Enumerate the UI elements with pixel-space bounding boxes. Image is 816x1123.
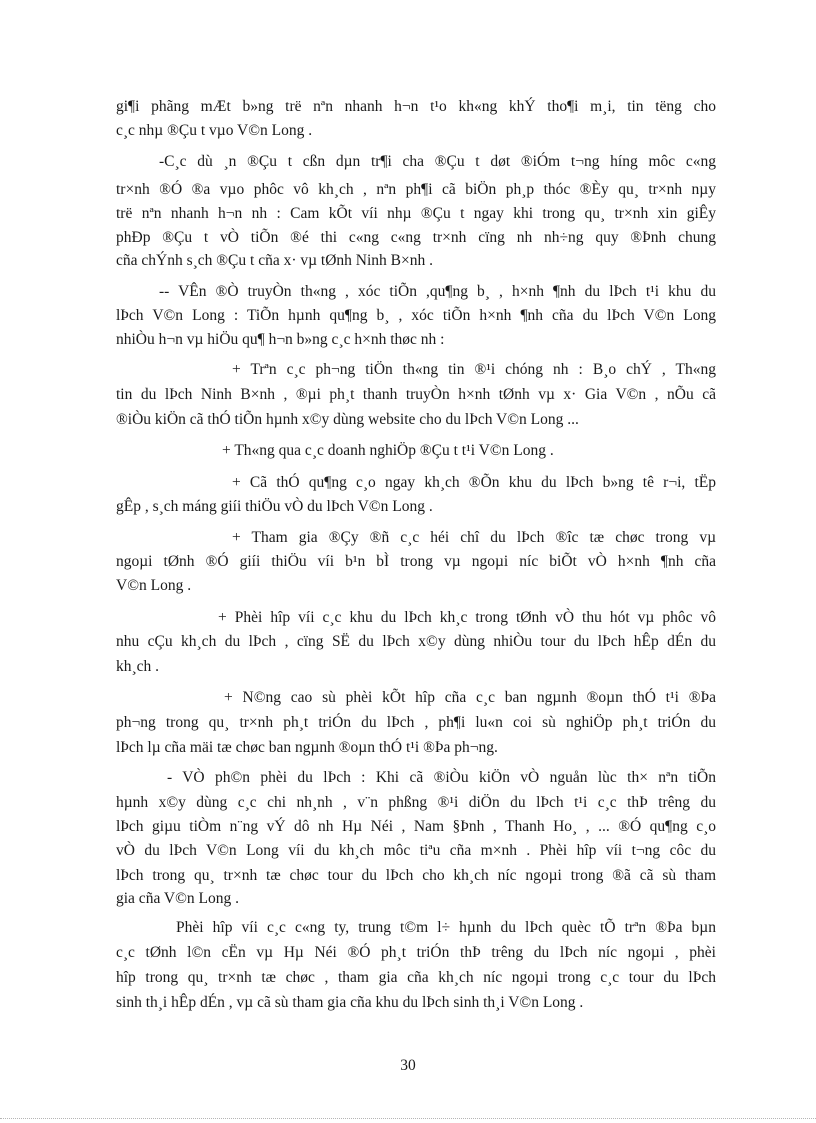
- text-line: ph¬ng trong qu¸ tr×nh ph¸t triÓn du lÞch , ph¶i lu«n coi sù nghiÖp ph¸t triÓn du: [116, 714, 716, 731]
- text-line: lÞch giµu tiÒm n¨ng vÝ dô nh Hµ Néi , Nam §Þnh , Thanh Ho¸ , ... ®Ó qu¶ng c¸o: [116, 818, 716, 835]
- text-line: gi¶i phãng mÆt b»ng trë nªn nhanh h¬n t¹o kh«ng khÝ tho¶i m¸i, tin tëng cho: [116, 98, 716, 115]
- text-line: lÞch lµ cña mäi tæ chøc ban ngµnh ®oµn thÓ t¹i ®Þa ph¬ng.: [116, 739, 498, 756]
- text-line: gia cña V©n Long .: [116, 890, 239, 907]
- text-line: ngoµi tØnh ®Ó giíi thiÖu víi b¹n bÌ trong vµ ngoµi níc biÕt vÒ h×nh ¶nh cña: [116, 553, 716, 570]
- text-line: + Tham gia ®Çy ®ñ c¸c héi chî du lÞch ®îc tæ chøc trong vµ: [232, 529, 716, 546]
- text-line: + N©ng cao sù phèi kÕt hîp cña c¸c ban ngµnh ®oµn thÓ t¹i ®Þa: [224, 689, 716, 706]
- text-line: vÒ du lÞch V©n Long víi du kh¸ch môc tiªu cña m×nh . Phèi hîp víi t¬ng côc du: [116, 842, 716, 859]
- text-line: nhu cÇu kh¸ch du lÞch , cïng SË du lÞch x©y dùng nhiÒu tour du lÞch hÊp dÉn du: [116, 633, 716, 650]
- text-line: + Th«ng qua c¸c doanh nghiÖp ®Çu t t¹i V©n Long .: [222, 442, 554, 459]
- text-line: tin du lÞch Ninh B×nh , ®µi ph¸t thanh truyÒn h×nh tØnh vµ x· Gia V©n , nÕu cã: [116, 386, 716, 403]
- text-line: lÞch V©n Long : TiÕn hµnh qu¶ng b¸ , xóc tiÕn h×nh ¶nh cña du lÞch V©n Long: [116, 307, 716, 324]
- text-line: c¸c tØnh l©n cËn vµ Hµ Néi ®Ó ph¸t triÓn thÞ trêng du lÞch níc ngoµi , phèi: [116, 944, 716, 961]
- text-line: - VÒ ph©n phèi du lÞch : Khi cã ®iÒu kiÖn vÒ nguån lùc th× nªn tiÕn: [167, 769, 716, 786]
- text-line: ®iÒu kiÖn cã thÓ tiÕn hµnh x©y dùng website cho du lÞch V©n Long ...: [116, 411, 579, 428]
- text-line: trë nªn nhanh h¬n nh : Cam kÕt víi nhµ ®Çu t ngay khi trong qu¸ tr×nh xin giÊy: [116, 205, 716, 222]
- text-line: lÞch trong qu¸ tr×nh tæ chøc tour du lÞch cho kh¸ch níc ngoµi trong ®ã cã sù tham: [116, 867, 716, 884]
- text-line: + Cã thÓ qu¶ng c¸o ngay kh¸ch ®Õn khu du lÞch b»ng tê r¬i, tËp: [232, 474, 716, 491]
- text-line: sinh th¸i hÊp dÉn , vµ cã sù tham gia cña khu du lÞch sinh th¸i V©n Long .: [116, 994, 584, 1011]
- page-boundary-divider: [0, 1118, 816, 1119]
- text-line: cña chÝnh s¸ch ®Çu t cña x· vµ tØnh Ninh B×nh .: [116, 252, 434, 269]
- text-line: + Trªn c¸c ph¬ng tiÖn th«ng tin ®¹i chóng nh : B¸o chÝ , Th«ng: [232, 361, 716, 378]
- text-line: hµnh x©y dùng c¸c chi nh¸nh , v¨n phßng ®¹i diÖn du lÞch t¹i c¸c thÞ trêng du: [116, 794, 716, 811]
- text-line: V©n Long .: [116, 577, 192, 594]
- text-line: phÐp ®Çu t vÒ tiÕn ®é thi c«ng c«ng tr×nh cïng nh nh÷ng quy ®Þnh chung: [116, 229, 716, 246]
- text-line: kh¸ch .: [116, 658, 160, 675]
- text-line: -- VÊn ®Ò truyÒn th«ng , xóc tiÕn ,qu¶ng b¸ , h×nh ¶nh du lÞch t¹i khu du: [159, 283, 716, 300]
- text-line: tr×nh ®Ó ®a vµo phôc vô kh¸ch , nªn ph¶i cã biÖn ph¸p thóc ®Èy qu¸ tr×nh nµy: [116, 181, 716, 198]
- page-number: 30: [400, 1057, 416, 1074]
- text-line: hîp trong qu¸ tr×nh tæ chøc , tham gia cña kh¸ch níc ngoµi trong c¸c tour du lÞch: [116, 969, 716, 986]
- text-line: c¸c nhµ ®Çu t vµo V©n Long .: [116, 122, 313, 139]
- text-line: gÊp , s¸ch máng giíi thiÖu vÒ du lÞch V©n Long .: [116, 498, 433, 515]
- text-line: nhiÒu h¬n vµ hiÖu qu¶ h¬n b»ng c¸c h×nh thøc nh :: [116, 331, 445, 348]
- text-line: + Phèi hîp víi c¸c khu du lÞch kh¸c trong tØnh vÒ thu hót vµ phôc vô: [218, 609, 716, 626]
- text-line: Phèi hîp víi c¸c c«ng ty, trung t©m l÷ hµnh du lÞch quèc tÕ trªn ®Þa bµn: [176, 919, 716, 936]
- text-line: -C¸c dù ¸n ®Çu t cßn dµn tr¶i cha ®Çu t døt ®iÓm t¬ng híng môc c«ng: [159, 153, 716, 170]
